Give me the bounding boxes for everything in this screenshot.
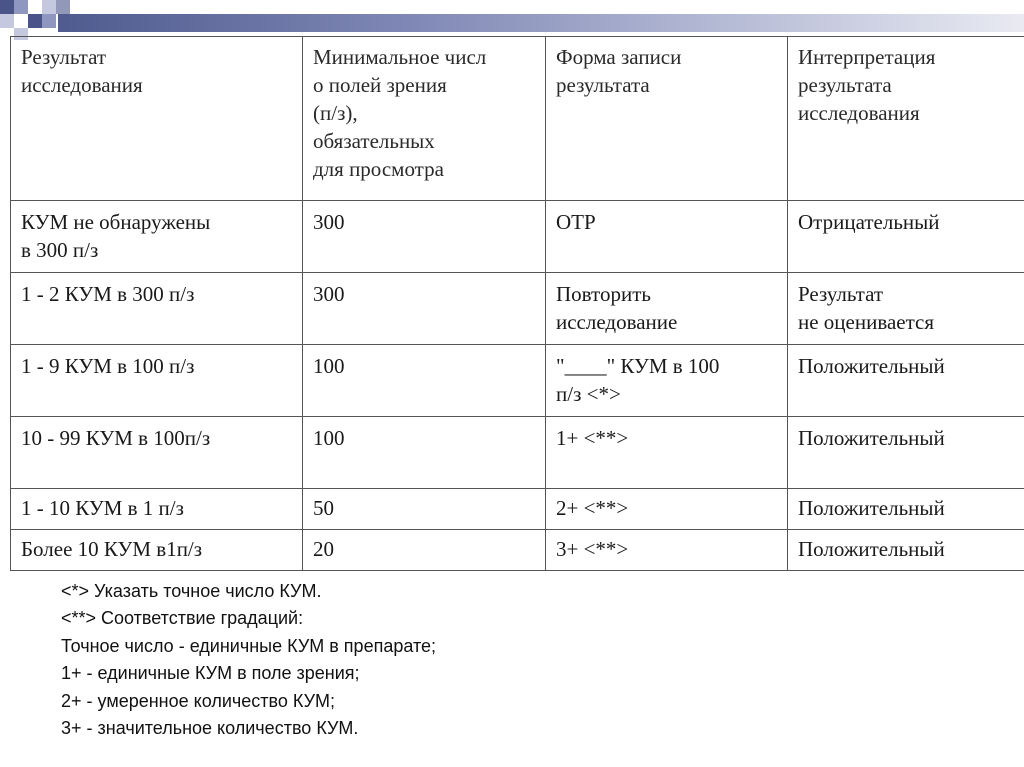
table-row [11,345,1024,417]
footnotes [61,578,436,742]
header-cell: Минимальное числ о полей зрения (п/з), обязательных для просмотра [303,37,546,201]
table-cell: 50 [303,489,546,530]
deco-square [56,0,70,14]
footnote-line: <**> Соответствие градаций: [61,608,304,629]
footnote-line: 2+ - умеренное количество КУМ; [61,690,335,711]
table-row [11,201,1024,273]
table-cell: Положительный [788,489,1024,530]
deco-square [42,0,56,14]
table-header-row [11,37,1024,201]
deco-square [42,14,56,28]
table-cell: Результат не оценивается [788,273,1024,345]
deco-square [0,0,14,14]
deco-square [28,14,42,28]
table-cell: 10 - 99 КУМ в 100п/з [11,417,303,489]
table-cell: 1 - 9 КУМ в 100 п/з [11,345,303,417]
header-gradient-band [58,14,1024,32]
table-cell: Более 10 КУМ в1п/з [11,530,303,571]
table-cell: Положительный [788,530,1024,571]
table-row [11,417,1024,489]
table-cell: 2+ <**> [546,489,788,530]
deco-square [14,0,28,14]
table-cell: КУМ не обнаружены в 300 п/з [11,201,303,273]
table-cell: 100 [303,417,546,489]
deco-square [0,14,14,28]
table-cell: 1 - 10 КУМ в 1 п/з [11,489,303,530]
table-cell: Отрицательный [788,201,1024,273]
table-row [11,273,1024,345]
table-cell: 1 - 2 КУМ в 300 п/з [11,273,303,345]
footnote-line: 1+ - единичные КУМ в поле зрения; [61,663,360,684]
table-cell: "____" КУМ в 100 п/з <*> [546,345,788,417]
table-cell: Повторить исследование [546,273,788,345]
table-cell: Положительный [788,417,1024,489]
slide-header-decoration [0,0,1024,40]
header-cell: Интерпретация результата исследования [788,37,1024,201]
table-cell: Положительный [788,345,1024,417]
table-cell: 1+ <**> [546,417,788,489]
table-row [11,489,1024,530]
table-row [11,530,1024,571]
table-cell: 300 [303,273,546,345]
header-cell: Результат исследования [11,37,303,201]
table-cell: 300 [303,201,546,273]
header-cell: Форма записи результата [546,37,788,201]
footnote-line: Точное число - единичные КУМ в препарате; [61,635,437,656]
table-cell: ОТР [546,201,788,273]
table-cell: 20 [303,530,546,571]
table-cell: 100 [303,345,546,417]
footnote-line: <*> Указать точное число КУМ. [61,581,322,601]
results-table [10,36,1024,571]
footnote-line: 3+ - значительное количество КУМ. [61,718,359,739]
table-cell: 3+ <**> [546,530,788,571]
